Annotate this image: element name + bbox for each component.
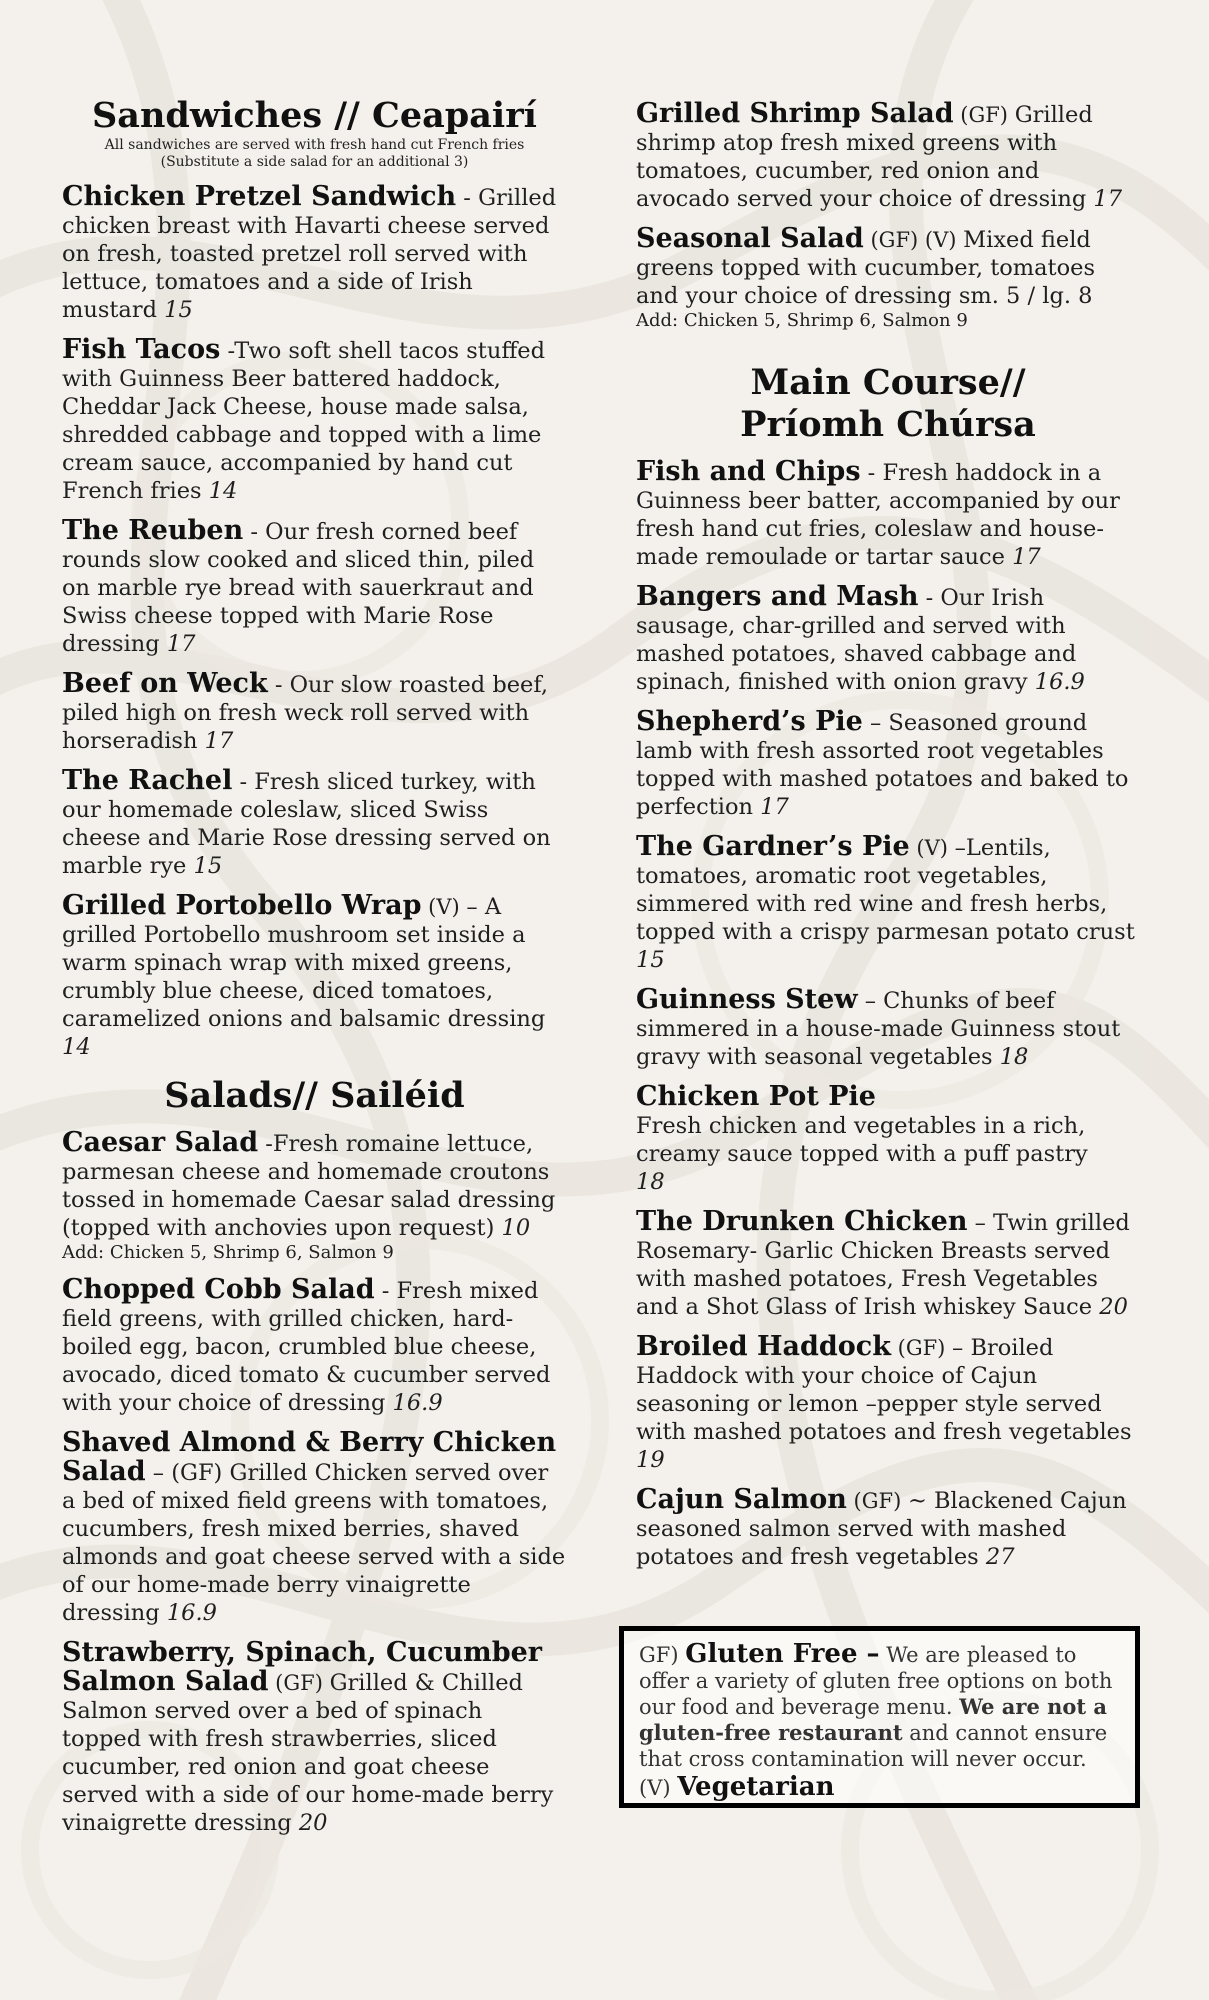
item-name: Broiled Haddock — [636, 1331, 891, 1362]
sandwiches-substitute-note: (Substitute a side salad for an additional 3) — [160, 154, 469, 170]
item-description: Our slow roasted beef, piled high on fresh weck roll served with horseradish — [62, 672, 549, 754]
item-separator: - — [918, 585, 941, 611]
item-description: Grilled chicken breast with Havarti cheese served on fresh, toasted pretzel roll served with lettuce, tomatoes and a side of Irish mustard — [62, 185, 557, 323]
menu-item — [62, 183, 567, 324]
item-name: The Reuben — [62, 515, 244, 546]
gf-text: We are pleased to offer a variety of gluten free options on both our food and beverage menu. — [639, 1643, 1113, 1719]
vegetarian-legend — [639, 1774, 1120, 1801]
item-name: The Gardner’s Pie — [636, 831, 910, 862]
item-price: 16.9 — [166, 1600, 217, 1626]
menu-item — [62, 670, 567, 755]
item-description: A grilled Portobello mushroom set inside a warm spinach wrap with mixed greens, crumbly blue cheese, diced tomatoes, caramelized onions and balsamic dressing — [62, 894, 546, 1032]
gluten-free-legend — [639, 1641, 1120, 1772]
item-description: Lentils, tomatoes, aromatic root vegetables, simmered with red wine and fresh herbs, topped with a crispy parmesan potato crust — [636, 835, 1135, 945]
item-name: Strawberry, Spinach, Cucumber Salmon Salad — [62, 1637, 543, 1697]
sandwiches-note: All sandwiches are served with fresh hand cut French fries — [104, 137, 525, 153]
item-description: Blackened Cajun seasoned salmon served with mashed potatoes and fresh vegetables — [636, 1488, 1127, 1570]
menu-item — [62, 767, 567, 880]
menu-item — [636, 833, 1140, 974]
item-separator: - — [374, 1278, 397, 1304]
menu-item — [62, 892, 567, 1061]
item-name: Chopped Cobb Salad — [62, 1274, 375, 1305]
item-price: 20 — [298, 1810, 328, 1836]
item-tag: (GF) — [846, 1489, 908, 1513]
menu-item — [636, 583, 1140, 696]
gf-code: GF) — [639, 1643, 679, 1667]
menu-item — [636, 1333, 1140, 1474]
item-addon: Add: Chicken 5, Shrimp 6, Salmon 9 — [62, 1242, 394, 1263]
item-separator: – — [862, 710, 889, 736]
item-separator: - — [456, 185, 479, 211]
item-name: Shaved Almond & Berry Chicken Salad — [62, 1427, 557, 1487]
item-tag: (GF) — [890, 1336, 953, 1360]
item-separator: - — [220, 338, 235, 364]
item-name: Chicken Pot Pie — [636, 1081, 876, 1112]
dietary-legend-box — [619, 1626, 1140, 1808]
menu-item — [62, 1276, 567, 1417]
item-separator: - — [243, 519, 266, 545]
item-tag: (GF) (V) — [863, 228, 964, 252]
salad-continued-list — [636, 100, 1140, 332]
item-description: Broiled Haddock with your choice of Cajun seasoning or lemon –pepper style served with mashed potatoes and fresh vegetables — [636, 1335, 1132, 1445]
section-title-main-course — [636, 362, 1140, 446]
item-price: 17 — [166, 631, 196, 657]
item-description: Grilled shrimp atop fresh mixed greens with tomatoes, cucumber, red onion and avocado served your choice of dressing — [636, 102, 1093, 212]
item-description: Seasoned ground lamb with fresh assorted root vegetables topped with mashed potatoes and baked to perfection — [636, 710, 1129, 820]
left-column — [62, 95, 567, 1837]
item-name: Shepherd’s Pie — [636, 706, 863, 737]
item-price: 20 — [1099, 1294, 1128, 1320]
menu-item — [636, 100, 1140, 213]
sandwich-list — [62, 183, 567, 1061]
item-name: Grilled Portobello Wrap — [62, 890, 422, 921]
main-course-title-line1: Main Course// — [750, 362, 1026, 403]
item-description: Two soft shell tacos stuffed with Guinness Beer battered haddock, Cheddar Jack Cheese, house made salsa, shredded cabbage and topped with a lime cream sauce, accompanied by hand cut French fries — [62, 338, 546, 504]
item-description: Fresh haddock in a Guinness beer batter, accompanied by our fresh hand cut fries, coleslaw and house-made remoulade or tartar sauce — [636, 460, 1120, 570]
item-price: 14 — [62, 1034, 91, 1060]
item-separator: – — [954, 835, 966, 861]
item-description: Fresh mixed field greens, with grilled chicken, hard-boiled egg, bacon, crumbled blue cheese, avocado, diced tomato & cucumber served with your choice of dressing — [62, 1278, 551, 1416]
item-tag: (V) — [421, 895, 467, 919]
item-price: 17 — [1012, 544, 1041, 570]
item-name: Bangers and Mash — [636, 581, 919, 612]
item-tag: (GF) — [268, 1671, 330, 1695]
item-name: Fish Tacos — [62, 334, 221, 365]
item-price: 17 — [1093, 186, 1123, 212]
item-name: Cajun Salmon — [636, 1484, 847, 1515]
item-addon: Add: Chicken 5, Shrimp 6, Salmon 9 — [636, 310, 968, 331]
item-price: 16.9 — [1034, 669, 1085, 695]
item-separator: - — [258, 1131, 273, 1157]
menu-item — [62, 517, 567, 658]
item-tag: (GF) — [953, 103, 1015, 127]
item-tag: (V) — [909, 836, 955, 860]
menu-item — [62, 336, 567, 505]
item-description: Our fresh corned beef rounds slow cooked and sliced thin, piled on marble rye bread with sauerkraut and Swiss cheese topped with Marie Rose dressing — [62, 519, 535, 657]
item-description: (GF) Grilled Chicken served over a bed of mixed field greens with tomatoes, cucumbers, fresh mixed berries, shaved almonds and goat cheese served with a side of our home-made berry vinaigrette dressing — [62, 1460, 566, 1626]
item-separator: - — [232, 769, 255, 795]
item-description: Grilled & Chilled Salmon served over a bed of spinach topped with fresh strawberries, sliced cucumber, red onion and goat cheese served with a side of our home-made berry vinaigrette dressing — [62, 1670, 554, 1836]
item-price: 16.9 — [392, 1390, 443, 1416]
item-name: Caesar Salad — [62, 1127, 259, 1158]
item-price: 10 — [501, 1215, 531, 1241]
item-description: Our Irish sausage, char-grilled and served with mashed potatoes, shaved cabbage and spinach, finished with onion gravy — [636, 585, 1077, 695]
item-price: 14 — [208, 478, 238, 504]
gf-text-end: and cannot ensure that cross contamination will never occur. — [639, 1721, 1108, 1771]
menu-item — [636, 708, 1140, 821]
item-name: Seasonal Salad — [636, 223, 864, 254]
menu-item — [62, 1129, 567, 1264]
right-column — [636, 100, 1140, 1571]
v-code: (V) — [639, 1776, 671, 1800]
item-name: Grilled Shrimp Salad — [636, 98, 954, 129]
item-price: 27 — [985, 1544, 1015, 1570]
menu-item — [636, 986, 1140, 1071]
item-name: Fish and Chips — [636, 456, 861, 487]
item-separator: – — [857, 988, 884, 1014]
item-price: 18 — [999, 1044, 1029, 1070]
item-separator: – — [466, 894, 485, 920]
menu-item — [636, 225, 1140, 332]
menu-item — [636, 458, 1140, 571]
item-name: Beef on Weck — [62, 668, 268, 699]
menu-item — [636, 1208, 1140, 1321]
item-separator: - — [860, 460, 883, 486]
main-course-list — [636, 458, 1140, 1571]
section-title-sandwiches: Sandwiches // Ceapairí — [92, 95, 537, 136]
menu-item — [62, 1639, 567, 1837]
menu-item — [636, 1486, 1140, 1571]
item-price: 19 — [636, 1447, 665, 1473]
gf-disclaimer: We are not a gluten-free restaurant — [639, 1694, 1108, 1745]
item-description: Fresh sliced turkey, with our homemade coleslaw, sliced Swiss cheese and Marie Rose dressing served on marble rye — [62, 769, 551, 879]
v-label: Vegetarian — [677, 1772, 835, 1802]
item-description: Fresh chicken and vegetables in a rich, creamy sauce topped with a puff pastry — [636, 1113, 1088, 1167]
item-description: Twin grilled Rosemary- Garlic Chicken Breasts served with mashed potatoes, Fresh Vegetables and a Shot Glass of Irish whiskey Sauce — [636, 1210, 1130, 1320]
menu-item — [62, 1429, 567, 1627]
item-separator: ~ — [907, 1488, 934, 1514]
item-description: Fresh romaine lettuce, parmesan cheese and homemade croutons tossed in homemade Caesar salad dressing (topped with anchovies upon request) — [62, 1131, 556, 1241]
item-name: The Rachel — [62, 765, 233, 796]
item-price: 15 — [164, 297, 193, 323]
item-price: 17 — [204, 728, 234, 754]
menu-item — [636, 1083, 1140, 1196]
item-name: Guinness Stew — [636, 984, 858, 1015]
item-separator: – — [145, 1460, 172, 1486]
main-course-title-line2: Príomh Chúrsa — [740, 404, 1036, 445]
item-price: 17 — [760, 794, 789, 820]
item-name: The Drunken Chicken — [636, 1206, 968, 1237]
item-separator: - — [267, 672, 290, 698]
item-description: Chunks of beef simmered in a house-made Guinness stout gravy with seasonal vegetables — [636, 988, 1121, 1070]
item-name: Chicken Pretzel Sandwich — [62, 181, 457, 212]
section-title-salads: Salads// Sailéid — [164, 1075, 465, 1116]
item-separator: – — [952, 1335, 971, 1361]
item-price: 15 — [636, 947, 665, 973]
item-separator: – — [967, 1210, 994, 1236]
gf-label: Gluten Free – — [685, 1639, 880, 1669]
item-description: Mixed field greens topped with cucumber, tomatoes and your choice of dressing sm. 5 / lg. 8 — [636, 227, 1095, 309]
item-price: 18 — [636, 1169, 665, 1195]
item-price: 15 — [193, 853, 223, 879]
salad-list — [62, 1129, 567, 1837]
